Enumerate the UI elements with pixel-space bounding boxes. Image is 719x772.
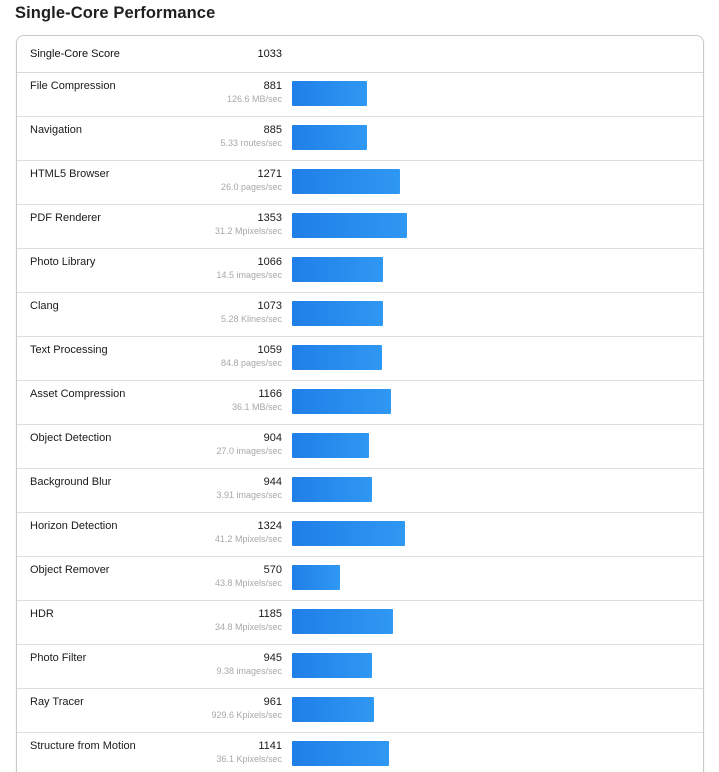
test-name: Object Remover [30,564,110,576]
score-bar [292,653,372,678]
table-row [17,557,703,601]
test-rate: 36.1 Kpixels/sec [216,754,282,764]
table-row [17,733,703,772]
table-row [17,425,703,469]
test-name: Ray Tracer [30,696,84,708]
section-title: Single-Core Performance [15,4,216,22]
score-bar [292,565,340,590]
test-name: Photo Library [30,256,96,268]
score-bar [292,169,400,194]
test-rate: 27.0 images/sec [216,446,282,456]
test-score: 1066 [257,256,282,268]
table-row [17,689,703,733]
score-bar [292,81,367,106]
score-bar [292,257,383,282]
score-bar [292,741,389,766]
table-row [17,249,703,293]
test-score: 881 [263,80,282,92]
test-rate: 929.6 Kpixels/sec [211,710,282,720]
test-score: 1271 [257,168,282,180]
test-rate: 84.8 pages/sec [220,358,282,368]
score-bar [292,213,407,238]
score-bar [292,433,369,458]
score-bar [292,697,374,722]
table-row [17,117,703,161]
test-rate: 34.8 Mpixels/sec [214,622,282,632]
test-rate: 126.6 MB/sec [226,94,282,104]
test-name: Text Processing [30,344,108,356]
test-name: Background Blur [30,476,112,488]
test-score: 1166 [258,388,282,400]
results-card [16,35,704,772]
test-name: Asset Compression [30,388,126,400]
test-score: 1185 [258,608,282,620]
test-name: Structure from Motion [30,740,136,752]
score-bar [292,125,367,150]
test-rate: 5.33 routes/sec [220,138,282,148]
test-name: Photo Filter [30,652,87,664]
table-row [17,161,703,205]
summary-row [17,36,703,73]
summary-score: 1033 [257,48,282,60]
test-score: 961 [263,696,282,708]
score-bar [292,521,405,546]
table-row [17,293,703,337]
score-bar [292,301,383,326]
test-score: 570 [263,564,282,576]
test-rate: 3.91 images/sec [216,490,282,500]
test-rows [17,73,703,772]
test-rate: 43.8 Mpixels/sec [214,578,282,588]
test-name: Navigation [30,124,82,136]
test-score: 904 [263,432,282,444]
test-rate: 36.1 MB/sec [231,402,282,412]
test-rate: 41.2 Mpixels/sec [214,534,282,544]
test-score: 1353 [257,212,282,224]
summary-label: Single-Core Score [30,48,120,60]
table-row [17,73,703,117]
test-rate: 26.0 pages/sec [220,182,282,192]
test-score: 945 [263,652,282,664]
test-score: 1059 [257,344,282,356]
test-name: Clang [30,300,59,312]
test-rate: 14.5 images/sec [216,270,282,280]
table-row [17,205,703,249]
test-name: Object Detection [30,432,112,444]
test-name: File Compression [30,80,116,92]
score-bar [292,345,382,370]
score-bar [292,389,391,414]
table-row [17,645,703,689]
test-score: 944 [263,476,282,488]
table-row [17,381,703,425]
test-score: 885 [263,124,282,136]
test-score: 1073 [257,300,282,312]
test-rate: 9.38 images/sec [216,666,282,676]
test-score: 1141 [258,740,282,752]
table-row [17,337,703,381]
table-row [17,601,703,645]
test-score: 1324 [257,520,282,532]
test-rate: 31.2 Mpixels/sec [214,226,282,236]
table-row [17,469,703,513]
test-name: PDF Renderer [30,212,101,224]
test-name: HTML5 Browser [30,168,110,180]
score-bar [292,609,393,634]
table-row [17,513,703,557]
test-rate: 5.28 Klines/sec [220,314,282,324]
score-bar [292,477,372,502]
test-name: HDR [30,608,54,620]
test-name: Horizon Detection [30,520,118,532]
